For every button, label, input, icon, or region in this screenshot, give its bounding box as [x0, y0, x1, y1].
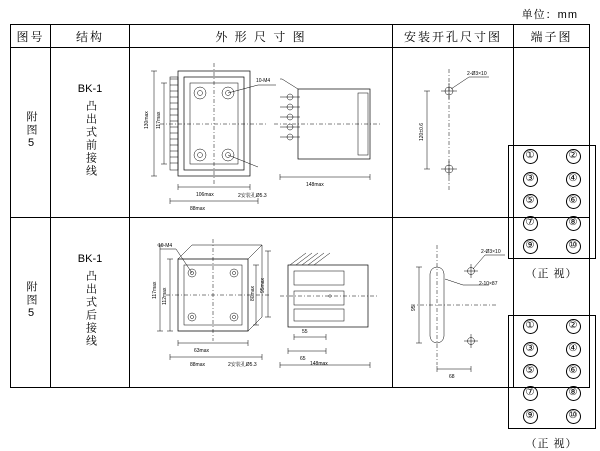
table-header-row	[11, 25, 590, 48]
figure-no-label: 附图5	[25, 110, 37, 151]
svg-text:2-Ø3×10: 2-Ø3×10	[481, 248, 501, 255]
svg-text:88max: 88max	[190, 361, 206, 368]
figure-no-label: 附图5	[25, 280, 37, 321]
terminal-pin: ⑨	[523, 239, 538, 254]
svg-text:117max: 117max	[152, 281, 158, 299]
terminal-pin-grid	[509, 146, 595, 258]
terminal-pin: ⑩	[566, 239, 581, 254]
unit-note: 单位：mm	[521, 9, 578, 21]
terminal-pin: ④	[566, 342, 581, 357]
svg-text:117max: 117max	[156, 111, 162, 129]
col-header-figure-no: 图号	[11, 25, 51, 48]
structure-model-label: BK-1	[77, 253, 103, 265]
structure-model-label: BK-1	[77, 83, 103, 95]
terminal-pin: ⑤	[523, 364, 538, 379]
table-row	[11, 218, 590, 388]
svg-text:148max: 148max	[310, 360, 328, 367]
terminal-pin: ④	[566, 172, 581, 187]
cell-terminal-diagram	[514, 48, 590, 280]
outline-drawing-front	[130, 49, 392, 217]
terminal-pin: ⑨	[523, 409, 538, 424]
terminal-pin: ⑦	[523, 216, 538, 231]
cell-figure-no	[11, 48, 51, 218]
svg-text:95: 95	[411, 304, 417, 311]
svg-text:2安装孔Ø5.3: 2安装孔Ø5.3	[238, 192, 267, 199]
terminal-pin: ⑧	[566, 386, 581, 401]
svg-text:130max: 130max	[144, 110, 150, 129]
terminal-pin-grid	[509, 316, 595, 428]
svg-text:95max: 95max	[260, 277, 266, 293]
terminal-pin: ③	[523, 172, 538, 187]
table-body	[11, 48, 590, 450]
cell-figure-no	[11, 218, 51, 388]
svg-text:10-M4: 10-M4	[256, 77, 271, 84]
cell-structure	[51, 218, 130, 388]
terminal-outline	[508, 315, 596, 429]
terminal-pin: ⑧	[566, 216, 581, 231]
spec-table	[10, 24, 590, 450]
svg-text:2安装孔Ø5.3: 2安装孔Ø5.3	[228, 361, 257, 368]
table-row	[11, 48, 590, 218]
terminal-pin: ⑦	[523, 386, 538, 401]
terminal-pin: ②	[566, 319, 581, 334]
terminal-pin: ③	[523, 342, 538, 357]
cell-outline-drawing	[130, 48, 393, 218]
terminal-pin: ①	[523, 149, 538, 164]
terminal-pin: ⑥	[566, 194, 581, 209]
mounting-drawing-front	[393, 49, 513, 217]
svg-text:10-M4: 10-M4	[158, 242, 173, 249]
col-header-structure: 结构	[51, 25, 130, 48]
svg-text:68: 68	[449, 373, 455, 380]
svg-text:88max: 88max	[190, 205, 206, 212]
svg-text:55: 55	[302, 328, 308, 335]
svg-text:148max: 148max	[306, 181, 324, 188]
terminal-pin: ⑥	[566, 364, 581, 379]
svg-text:63max: 63max	[194, 347, 210, 354]
svg-text:80max: 80max	[250, 285, 256, 301]
cell-outline-drawing	[130, 218, 393, 388]
col-header-terminal: 端子图	[514, 25, 590, 48]
svg-text:120±0.6: 120±0.6	[419, 122, 425, 141]
svg-text:65: 65	[300, 355, 306, 362]
terminal-pin: ①	[523, 319, 538, 334]
cell-structure	[51, 48, 130, 218]
col-header-outline: 外 形 尺 寸 图	[130, 25, 393, 48]
table-header	[11, 25, 590, 48]
svg-text:2-10×87: 2-10×87	[479, 280, 498, 287]
svg-text:112max: 112max	[162, 287, 168, 305]
terminal-caption: （正 视）	[525, 267, 578, 280]
col-header-mounting: 安装开孔尺寸图	[393, 25, 514, 48]
terminal-pin: ⑩	[566, 409, 581, 424]
mounting-drawing-rear	[393, 219, 513, 387]
cell-mounting-drawing	[393, 48, 514, 218]
svg-text:106max: 106max	[196, 191, 214, 198]
outline-drawing-rear	[130, 219, 392, 387]
terminal-pin: ⑤	[523, 194, 538, 209]
structure-desc-label: 凸出式后接线	[84, 270, 97, 348]
structure-desc-label: 凸出式前接线	[84, 100, 97, 178]
svg-text:2-Ø3×10: 2-Ø3×10	[467, 70, 487, 77]
terminal-pin: ②	[566, 149, 581, 164]
terminal-outline	[508, 145, 596, 259]
terminal-caption: （正 视）	[525, 437, 578, 450]
cell-mounting-drawing	[393, 218, 514, 388]
